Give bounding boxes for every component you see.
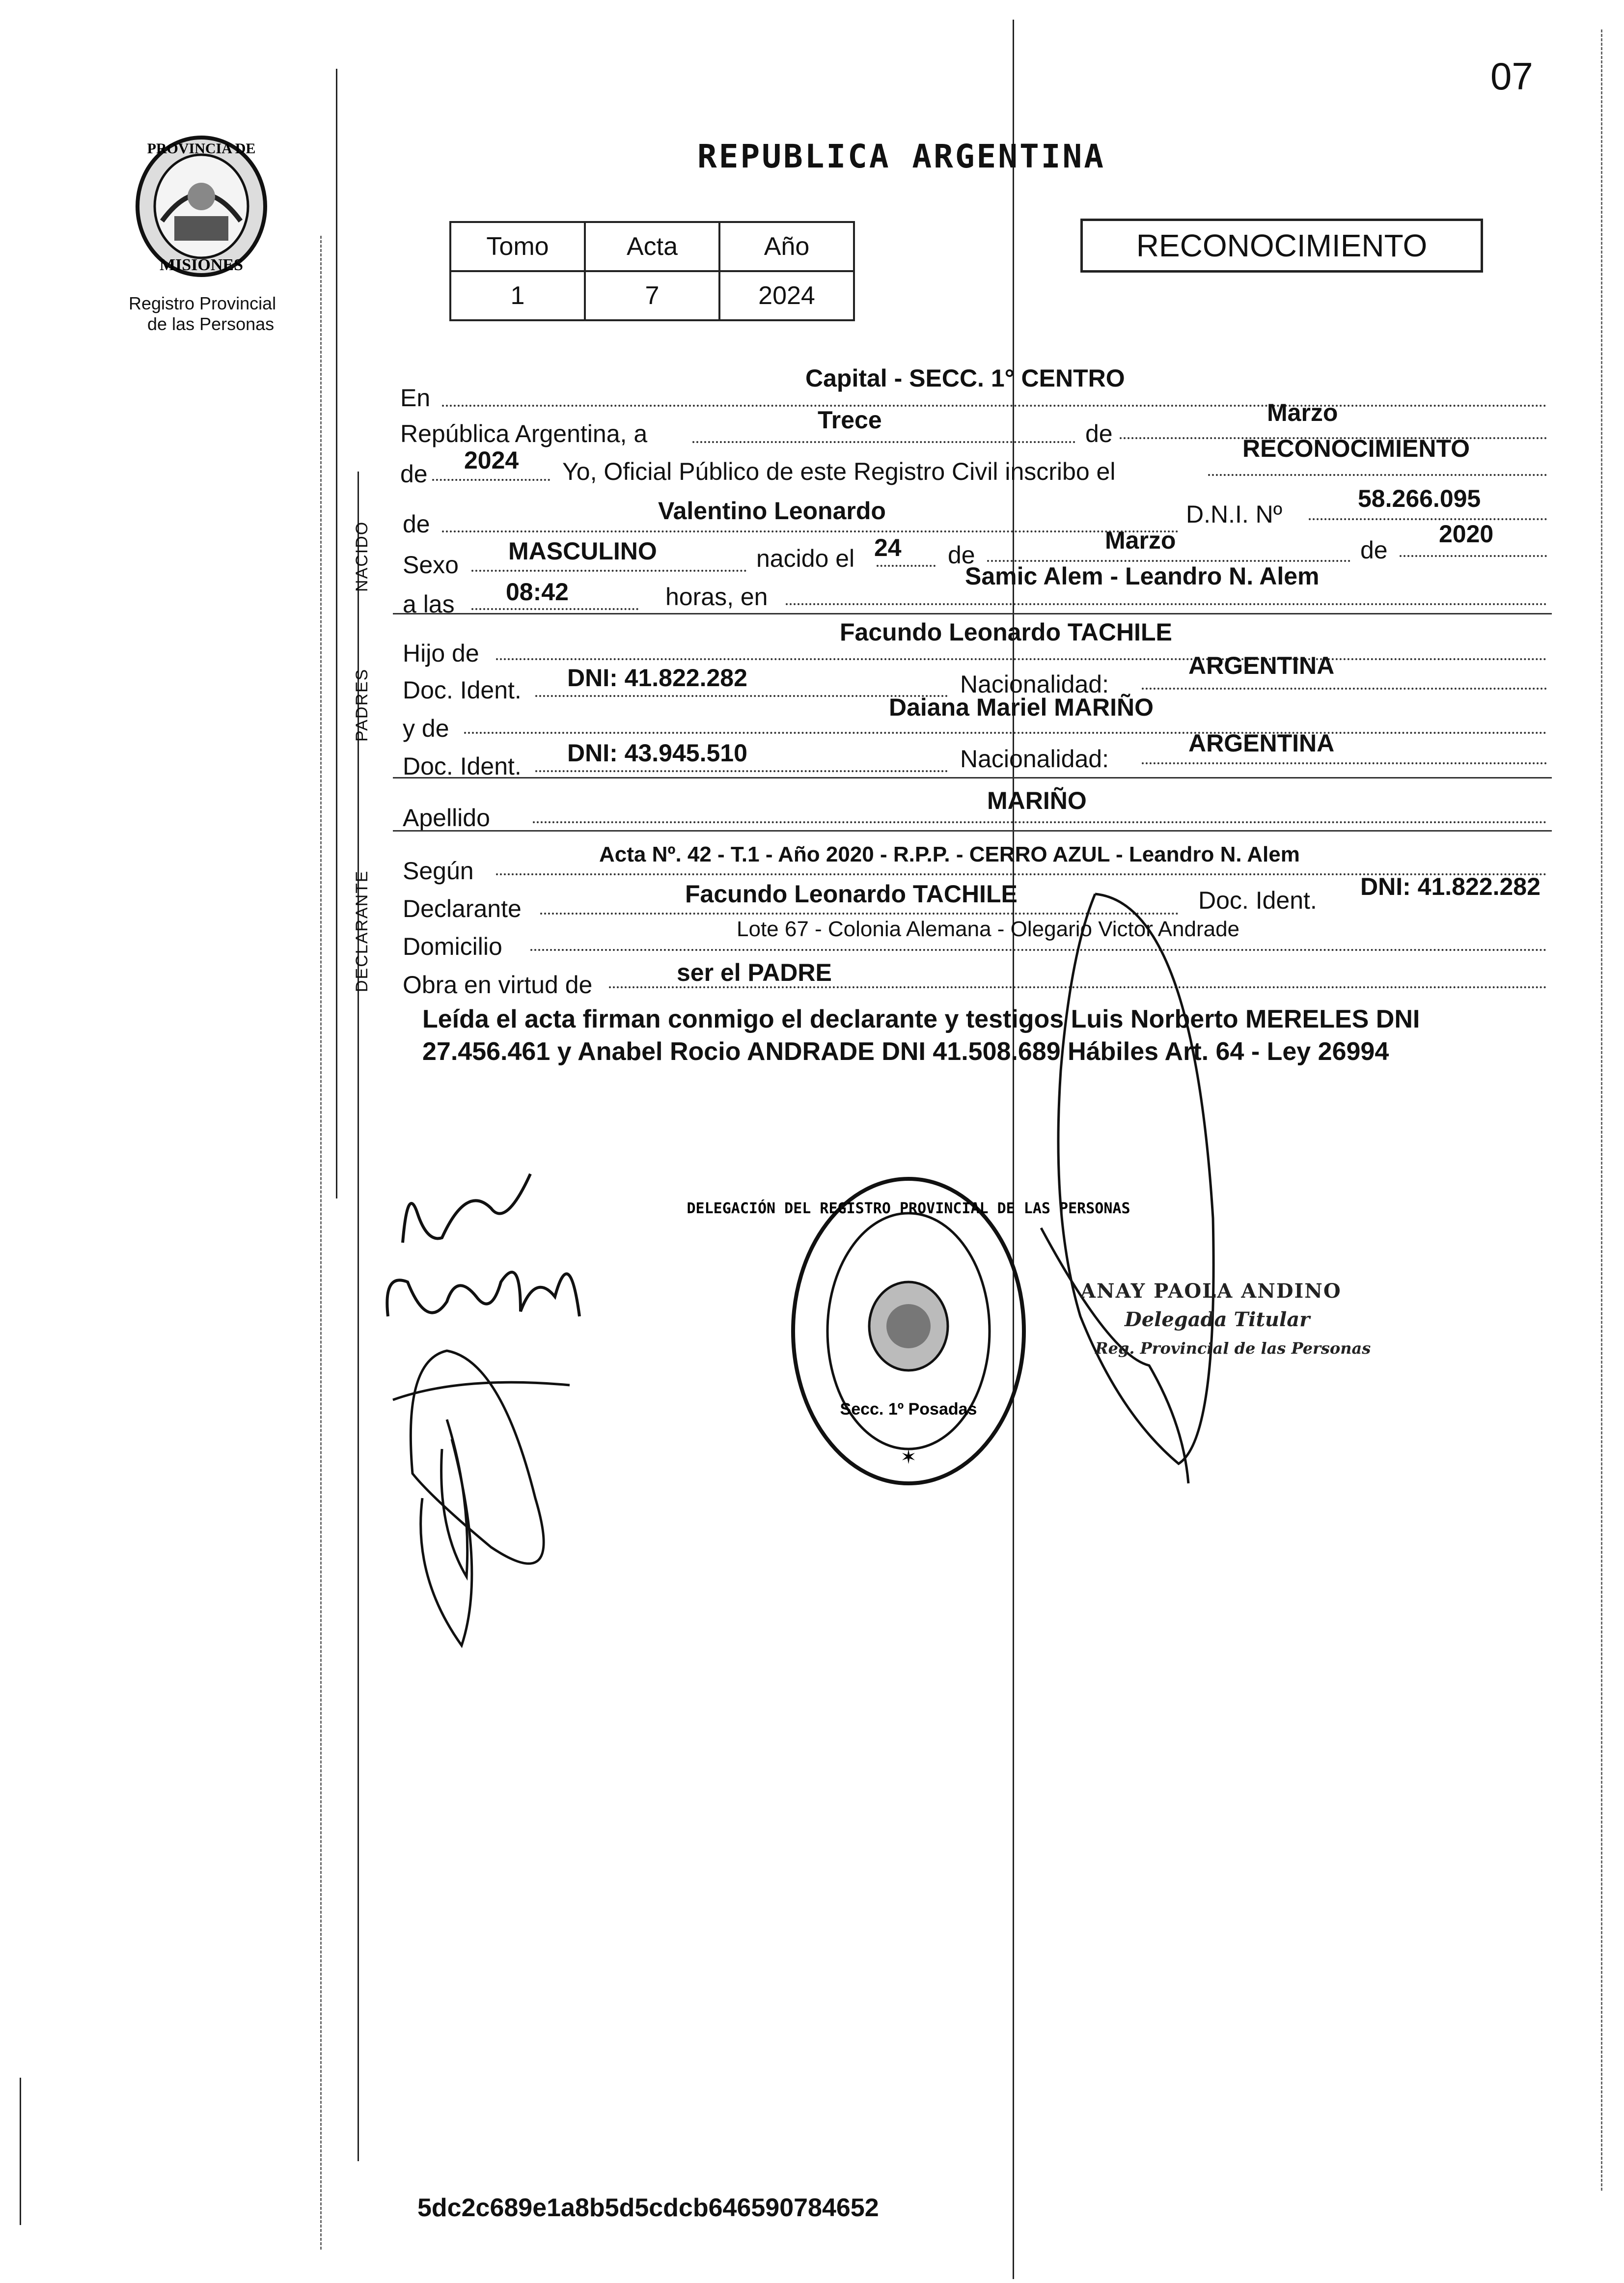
svg-text:MISIONES: MISIONES (159, 256, 244, 274)
dotted-line (533, 821, 1547, 823)
section-divider (393, 777, 1552, 779)
value-madre-nac: ARGENTINA (1188, 729, 1335, 757)
label-doc-ident-1: Doc. Ident. (403, 676, 522, 704)
scan-edge-line (20, 2078, 21, 2225)
fold-line (1013, 20, 1014, 2279)
legal-text: Leída el acta firman conmigo el declarante y testigos Luis Norberto MERELES DNI 27.456.461 y Anabel Rocio ANDRADE DNI 41.508.689 Hábiles Art. 64 - Ley 26994 (422, 1005, 1420, 1066)
official-name-stamp (1080, 1277, 1371, 1363)
label-domicilio: Domicilio (403, 933, 502, 960)
dotted-line (496, 658, 1547, 660)
side-label-padres: PADRES (353, 668, 371, 742)
dotted-line (987, 560, 1350, 562)
value-domicilio: Lote 67 - Colonia Alemana - Olegario Victor Andrade (737, 917, 1240, 941)
label-nacido-el: nacido el (756, 545, 855, 572)
record-table (449, 221, 855, 321)
label-sexo: Sexo (403, 551, 459, 579)
value-nombre: Valentino Leonardo (658, 497, 886, 525)
right-dashed-line (1601, 29, 1602, 2191)
value-sexo: MASCULINO (508, 537, 657, 565)
dotted-line (786, 603, 1547, 605)
label-de-month: de (1085, 420, 1113, 447)
table-header-acta: Acta (585, 222, 719, 271)
section-divider (393, 830, 1552, 832)
section-divider (393, 613, 1552, 614)
dotted-line (692, 441, 1075, 443)
label-de-mes: de (948, 541, 975, 569)
value-lugar-nac: Samic Alem - Leandro N. Alem (965, 562, 1320, 590)
page-title: REPUBLICA ARGENTINA (697, 138, 1105, 175)
signature-scribbles (373, 1154, 599, 1670)
left-dashed-line (320, 236, 322, 2250)
label-republica: República Argentina, a (400, 420, 648, 447)
label-horas-en: horas, en (665, 583, 768, 611)
value-padre-doc: DNI: 41.822.282 (567, 664, 747, 692)
label-nacionalidad-2: Nacionalidad: (960, 745, 1109, 773)
label-dni: D.N.I. Nº (1186, 501, 1283, 528)
dotted-line (442, 530, 1179, 532)
document-hash: 5dc2c689e1a8b5d5cdcb646590784652 (417, 2194, 879, 2222)
dotted-line (471, 570, 746, 572)
table-cell-acta: 7 (585, 271, 719, 320)
left-margin-line (336, 69, 337, 1198)
label-apellido: Apellido (403, 804, 490, 832)
dotted-line (535, 695, 948, 697)
province-seal-icon (128, 128, 275, 285)
label-obra: Obra en virtud de (403, 971, 593, 999)
value-acto: RECONOCIMIENTO (1242, 435, 1470, 462)
value-anio: 2024 (464, 446, 519, 474)
value-nac-anio: 2020 (1439, 520, 1494, 548)
value-mes: Marzo (1267, 399, 1338, 426)
dotted-line (877, 565, 936, 567)
value-dni: 58.266.095 (1358, 485, 1481, 512)
value-apellido: MARIÑO (987, 787, 1087, 814)
value-lugar: Capital - SECC. 1° CENTRO (805, 364, 1125, 392)
label-a-las: a las (403, 590, 455, 618)
value-padre-nac: ARGENTINA (1188, 652, 1335, 679)
value-segun: Acta Nº. 42 - T.1 - Año 2020 - R.P.P. - CERRO AZUL - Leandro N. Alem (599, 842, 1300, 866)
value-madre-doc: DNI: 43.945.510 (567, 739, 747, 767)
table-header-tomo: Tomo (450, 222, 585, 271)
dotted-line (471, 608, 638, 610)
value-obra: ser el PADRE (677, 959, 832, 986)
value-declarante-doc: DNI: 41.822.282 (1360, 873, 1541, 900)
official-stamp-line1: ANAY PAOLA ANDINO (1080, 1280, 1342, 1303)
svg-text:DELEGACIÓN DEL REGISTRO PROVIN: DELEGACIÓN DEL REGISTRO PROVINCIAL DE LAS PERSONAS (687, 1200, 1130, 1217)
delegation-stamp-icon (687, 1169, 1130, 1493)
value-declarante: Facundo Leonardo TACHILE (685, 880, 1018, 908)
value-hora: 08:42 (506, 578, 569, 606)
svg-text:PROVINCIA DE: PROVINCIA DE (147, 140, 256, 157)
table-cell-tomo: 1 (450, 271, 585, 320)
value-padre: Facundo Leonardo TACHILE (840, 618, 1172, 646)
table-cell-anio: 2024 (719, 271, 854, 320)
label-doc-ident-decl: Doc. Ident. (1198, 887, 1317, 914)
label-segun: Según (403, 857, 474, 885)
registry-name-line1: Registro Provincial (129, 293, 276, 313)
dotted-line (464, 732, 1547, 734)
label-nacionalidad-1: Nacionalidad: (960, 670, 1109, 698)
dotted-line (535, 770, 948, 772)
label-de-name: de (403, 510, 430, 538)
registry-name-line2: de las Personas (147, 314, 275, 334)
official-signature-loop (1021, 874, 1238, 1493)
label-de-anio: de (1360, 536, 1388, 564)
label-doc-ident-2: Doc. Ident. (403, 752, 522, 780)
dotted-line (1400, 555, 1547, 557)
dotted-line (442, 405, 1547, 407)
table-header-anio: Año (719, 222, 854, 271)
value-nac-mes: Marzo (1105, 527, 1176, 554)
dotted-line (1309, 518, 1547, 520)
value-madre: Daiana Mariel MARIÑO (889, 694, 1154, 721)
dotted-line (1142, 762, 1547, 764)
dotted-line (1142, 688, 1547, 690)
label-hijo-de: Hijo de (403, 640, 479, 667)
side-label-declarante: DECLARANTE (353, 870, 371, 992)
label-de-year: de (400, 460, 428, 488)
svg-text:Secc. 1º Posadas: Secc. 1º Posadas (840, 1400, 977, 1419)
label-y-de: y de (403, 715, 449, 742)
svg-text:✶: ✶ (900, 1447, 917, 1468)
page-number: 07 (1490, 55, 1533, 98)
value-nac-dia: 24 (874, 534, 902, 561)
dotted-line (432, 479, 550, 481)
side-label-nacido: NACIDO (353, 521, 371, 592)
dotted-line (1208, 474, 1547, 476)
record-type-box: RECONOCIMIENTO (1080, 219, 1483, 273)
label-en: En (400, 384, 431, 412)
label-declarante: Declarante (403, 895, 522, 922)
official-stamp-line2: Delegada Titular (1125, 1308, 1310, 1331)
value-dia: Trece (818, 406, 882, 434)
label-oficial: Yo, Oficial Público de este Registro Civil inscribo el (562, 458, 1116, 485)
official-stamp-line3: Reg. Provincial de las Personas (1095, 1339, 1371, 1358)
